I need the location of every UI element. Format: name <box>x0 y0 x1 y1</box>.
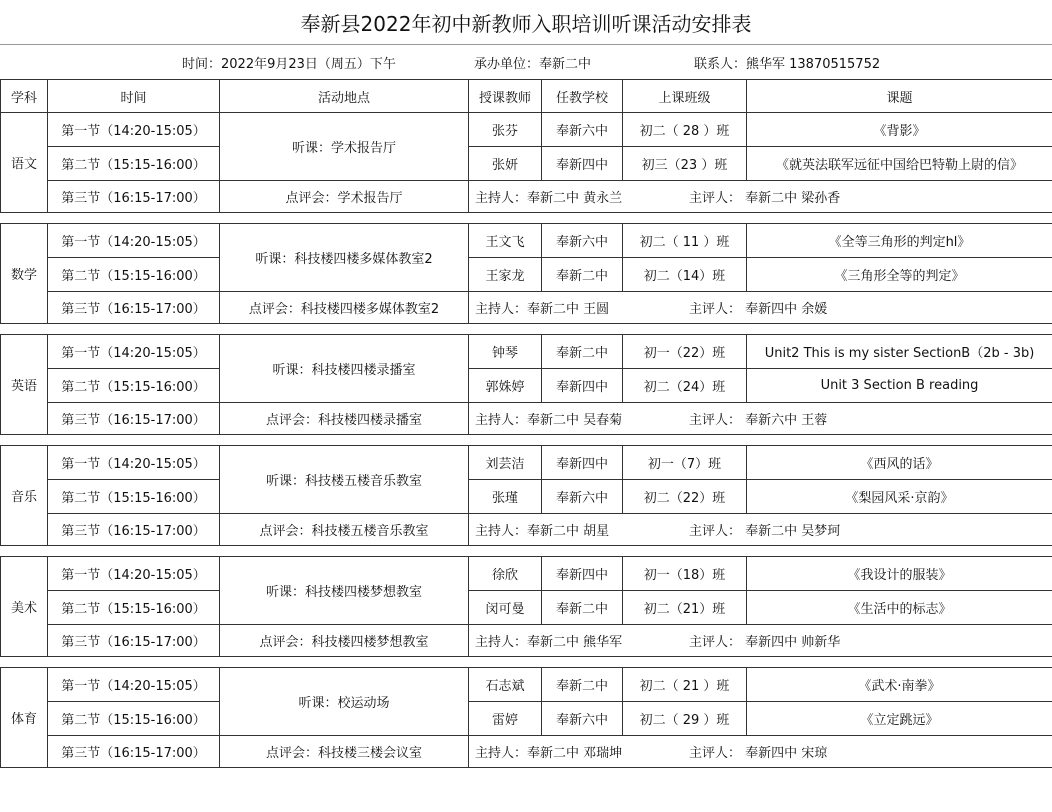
school-cell: 奉新二中 <box>542 258 623 292</box>
teacher-cell: 郭姝婷 <box>469 369 542 403</box>
spacer-cell <box>469 546 542 557</box>
spacer-cell <box>542 213 623 224</box>
spacer-cell <box>542 435 623 446</box>
school-cell: 奉新六中 <box>542 224 623 258</box>
table-row <box>1 292 1052 324</box>
spacer-cell <box>220 324 469 335</box>
header-row <box>1 80 1052 113</box>
host-cell <box>469 403 1052 435</box>
host-cell <box>469 514 1052 546</box>
spacer-cell <box>542 324 623 335</box>
school-cell: 奉新四中 <box>542 369 623 403</box>
spacer-cell <box>469 435 542 446</box>
listen-location-cell: 听课：科技楼五楼音乐教室 <box>220 446 469 514</box>
spacer-cell <box>1 546 48 557</box>
spacer-cell <box>623 213 747 224</box>
header-cell: 时间 <box>48 80 220 113</box>
spacer-cell <box>48 213 220 224</box>
spacer-cell <box>1 435 48 446</box>
subject-cell: 音乐 <box>1 446 48 546</box>
teacher-cell: 雷婷 <box>469 702 542 736</box>
spacer-cell <box>623 324 747 335</box>
review-location-cell: 点评会：科技楼四楼梦想教室 <box>220 625 469 657</box>
period-cell: 第三节（16:15-17:00） <box>48 181 220 213</box>
period-cell: 第一节（14:20-15:05） <box>48 446 220 480</box>
period-cell: 第三节（16:15-17:00） <box>48 403 220 435</box>
teacher-cell: 张瑾 <box>469 480 542 514</box>
spacer-cell <box>542 546 623 557</box>
class-cell: 初一（18）班 <box>623 557 747 591</box>
class-cell: 初二（22）班 <box>623 480 747 514</box>
spacer-cell <box>469 657 542 668</box>
header-cell: 授课教师 <box>469 80 542 113</box>
spacer-cell <box>220 435 469 446</box>
class-cell: 初二（ 11 ）班 <box>623 224 747 258</box>
host-cell <box>469 625 1052 657</box>
period-cell: 第三节（16:15-17:00） <box>48 736 220 768</box>
review-location-cell: 点评会：科技楼四楼录播室 <box>220 403 469 435</box>
period-cell: 第一节（14:20-15:05） <box>48 335 220 369</box>
spacer-cell <box>623 435 747 446</box>
school-cell: 奉新二中 <box>542 335 623 369</box>
table-row <box>1 668 1052 702</box>
info-host-unit: 承办单位：奉新二中 <box>474 57 592 72</box>
period-cell: 第二节（15:15-16:00） <box>48 480 220 514</box>
table-row <box>1 591 1052 625</box>
host-cell <box>469 181 1052 213</box>
table-row <box>1 369 1052 403</box>
class-cell: 初二（21）班 <box>623 591 747 625</box>
teacher-cell: 王文飞 <box>469 224 542 258</box>
school-cell: 奉新四中 <box>542 147 623 181</box>
class-cell: 初一（22）班 <box>623 335 747 369</box>
school-cell: 奉新六中 <box>542 480 623 514</box>
period-cell: 第一节（14:20-15:05） <box>48 557 220 591</box>
listen-location-cell: 听课：科技楼四楼多媒体教室2 <box>220 224 469 292</box>
teacher-cell: 石志斌 <box>469 668 542 702</box>
header-cell: 上课班级 <box>623 80 747 113</box>
school-cell: 奉新四中 <box>542 557 623 591</box>
moderator-text: 主持人：奉新二中 邓瑞坤 <box>475 746 623 761</box>
topic-cell: 《就英法联军远征中国给巴特勒上尉的信》 <box>747 147 1052 181</box>
spacer-cell <box>623 657 747 668</box>
spacer-row <box>1 435 1052 446</box>
listen-location-cell: 听课：校运动场 <box>220 668 469 736</box>
period-cell: 第一节（14:20-15:05） <box>48 113 220 147</box>
spacer-row <box>1 546 1052 557</box>
table-row <box>1 403 1052 435</box>
topic-cell: 《梨园风采·京韵》 <box>747 480 1052 514</box>
reviewer-text: 主评人： 奉新四中 帅新华 <box>689 635 841 650</box>
spacer-row <box>1 324 1052 335</box>
topic-cell: 《立定跳远》 <box>747 702 1052 736</box>
spacer-cell <box>1 657 48 668</box>
spacer-row <box>1 213 1052 224</box>
table-row <box>1 113 1052 147</box>
spacer-cell <box>48 657 220 668</box>
subject-cell: 数学 <box>1 224 48 324</box>
listen-location-cell: 听课：科技楼四楼录播室 <box>220 335 469 403</box>
teacher-cell: 张芬 <box>469 113 542 147</box>
school-cell: 奉新二中 <box>542 668 623 702</box>
spacer-cell <box>1 213 48 224</box>
table-row <box>1 702 1052 736</box>
header-cell: 课题 <box>747 80 1052 113</box>
spacer-cell <box>747 213 1052 224</box>
table-row <box>1 625 1052 657</box>
header-cell: 活动地点 <box>220 80 469 113</box>
topic-cell: 《三角形全等的判定》 <box>747 258 1052 292</box>
topic-cell: 《生活中的标志》 <box>747 591 1052 625</box>
topic-cell: 《我设计的服装》 <box>747 557 1052 591</box>
spacer-cell <box>747 435 1052 446</box>
spacer-cell <box>747 546 1052 557</box>
review-location-cell: 点评会：科技楼三楼会议室 <box>220 736 469 768</box>
moderator-text: 主持人：奉新二中 胡星 <box>475 524 610 539</box>
class-cell: 初二（ 21 ）班 <box>623 668 747 702</box>
spacer-cell <box>623 546 747 557</box>
teacher-cell: 张妍 <box>469 147 542 181</box>
reviewer-text: 主评人： 奉新四中 余媛 <box>689 302 828 317</box>
period-cell: 第二节（15:15-16:00） <box>48 258 220 292</box>
spacer-cell <box>747 657 1052 668</box>
moderator-text: 主持人：奉新二中 王圆 <box>475 302 610 317</box>
schedule-table <box>0 79 1052 768</box>
topic-cell: Unit2 This is my sister SectionB（2b - 3b) <box>747 335 1052 369</box>
period-cell: 第二节（15:15-16:00） <box>48 147 220 181</box>
reviewer-text: 主评人： 奉新二中 吴梦珂 <box>689 524 841 539</box>
period-cell: 第三节（16:15-17:00） <box>48 625 220 657</box>
spacer-cell <box>469 324 542 335</box>
teacher-cell: 钟琴 <box>469 335 542 369</box>
spacer-row <box>1 657 1052 668</box>
topic-cell: Unit 3 Section B reading <box>747 369 1052 403</box>
class-cell: 初二（14）班 <box>623 258 747 292</box>
spacer-cell <box>469 213 542 224</box>
topic-cell: 《背影》 <box>747 113 1052 147</box>
table-row <box>1 480 1052 514</box>
reviewer-text: 主评人： 奉新四中 宋琼 <box>689 746 828 761</box>
spacer-cell <box>48 435 220 446</box>
topic-cell: 《武术·南拳》 <box>747 668 1052 702</box>
period-cell: 第二节（15:15-16:00） <box>48 591 220 625</box>
schedule-body <box>1 113 1052 768</box>
spacer-cell <box>1 324 48 335</box>
school-cell: 奉新六中 <box>542 113 623 147</box>
spacer-cell <box>48 546 220 557</box>
review-location-cell: 点评会：科技楼五楼音乐教室 <box>220 514 469 546</box>
class-cell: 初二（24）班 <box>623 369 747 403</box>
school-cell: 奉新四中 <box>542 446 623 480</box>
class-cell: 初三（23 ）班 <box>623 147 747 181</box>
info-time: 时间：2022年9月23日（周五）下午 <box>182 57 396 72</box>
spacer-cell <box>220 546 469 557</box>
subject-cell: 英语 <box>1 335 48 435</box>
review-location-cell: 点评会：科技楼四楼多媒体教室2 <box>220 292 469 324</box>
moderator-text: 主持人：奉新二中 黄永兰 <box>475 191 623 206</box>
table-row <box>1 258 1052 292</box>
teacher-cell: 王家龙 <box>469 258 542 292</box>
topic-cell: 《全等三角形的判定hl》 <box>747 224 1052 258</box>
table-row <box>1 514 1052 546</box>
table-row <box>1 736 1052 768</box>
spacer-cell <box>220 213 469 224</box>
moderator-text: 主持人：奉新二中 熊华军 <box>475 635 623 650</box>
school-cell: 奉新六中 <box>542 702 623 736</box>
host-cell <box>469 292 1052 324</box>
period-cell: 第二节（15:15-16:00） <box>48 702 220 736</box>
moderator-text: 主持人：奉新二中 吴春菊 <box>475 413 623 428</box>
subject-cell: 体育 <box>1 668 48 768</box>
header-cell: 学科 <box>1 80 48 113</box>
reviewer-text: 主评人： 奉新六中 王蓉 <box>689 413 828 428</box>
teacher-cell: 刘芸洁 <box>469 446 542 480</box>
table-row <box>1 335 1052 369</box>
period-cell: 第一节（14:20-15:05） <box>48 224 220 258</box>
listen-location-cell: 听课：学术报告厅 <box>220 113 469 181</box>
host-cell <box>469 736 1052 768</box>
review-location-cell: 点评会：学术报告厅 <box>220 181 469 213</box>
spacer-cell <box>220 657 469 668</box>
class-cell: 初二（ 28 ）班 <box>623 113 747 147</box>
school-cell: 奉新二中 <box>542 591 623 625</box>
period-cell: 第三节（16:15-17:00） <box>48 514 220 546</box>
table-row <box>1 224 1052 258</box>
info-bar <box>0 44 1052 78</box>
topic-cell: 《西风的话》 <box>747 446 1052 480</box>
subject-cell: 美术 <box>1 557 48 657</box>
period-cell: 第二节（15:15-16:00） <box>48 369 220 403</box>
class-cell: 初一（7）班 <box>623 446 747 480</box>
spacer-cell <box>542 657 623 668</box>
table-row <box>1 181 1052 213</box>
info-contact: 联系人：熊华军 13870515752 <box>694 57 881 72</box>
table-row <box>1 557 1052 591</box>
page-title: 奉新县2022年初中新教师入职培训听课活动安排表 <box>0 0 1052 45</box>
spacer-cell <box>747 324 1052 335</box>
header-cell: 任教学校 <box>542 80 623 113</box>
listen-location-cell: 听课：科技楼四楼梦想教室 <box>220 557 469 625</box>
table-row <box>1 147 1052 181</box>
table-row <box>1 446 1052 480</box>
spacer-cell <box>48 324 220 335</box>
reviewer-text: 主评人： 奉新二中 梁孙香 <box>689 191 841 206</box>
subject-cell: 语文 <box>1 113 48 213</box>
period-cell: 第一节（14:20-15:05） <box>48 668 220 702</box>
teacher-cell: 徐欣 <box>469 557 542 591</box>
teacher-cell: 闵可曼 <box>469 591 542 625</box>
class-cell: 初二（ 29 ）班 <box>623 702 747 736</box>
period-cell: 第三节（16:15-17:00） <box>48 292 220 324</box>
